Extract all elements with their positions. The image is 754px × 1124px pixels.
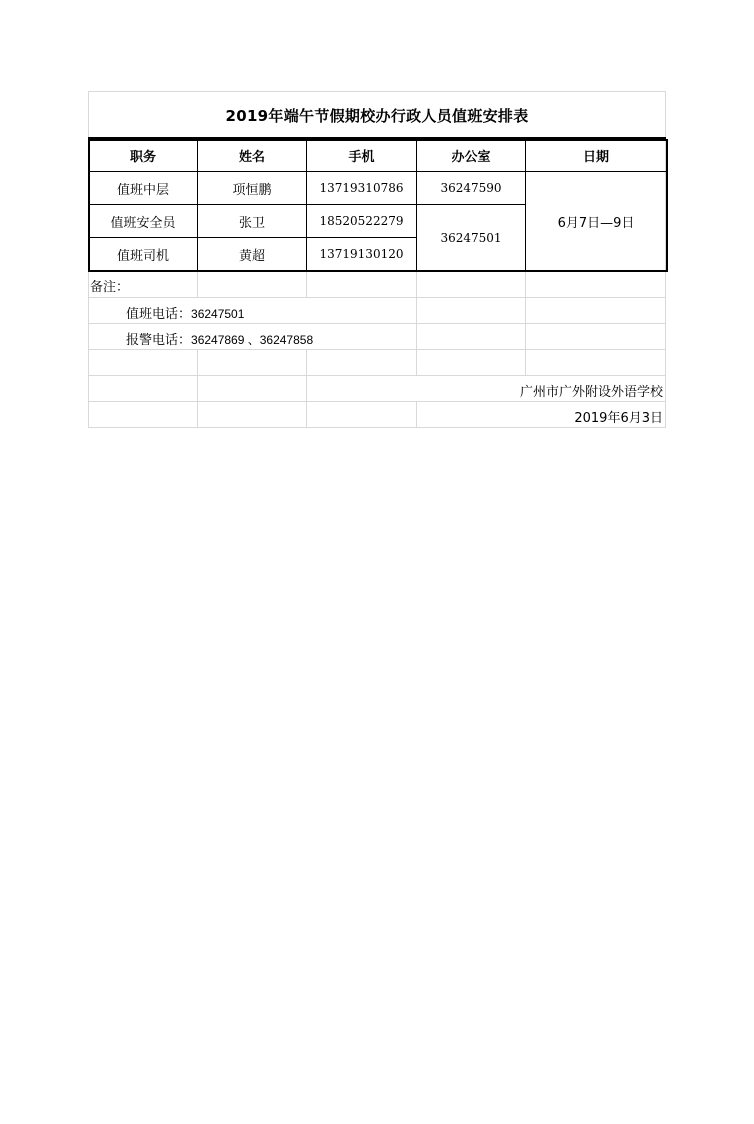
role-cell: 值班司机 [89, 238, 198, 271]
alarm-phone-label: 报警电话： [126, 333, 192, 348]
phone-cell: 18520522279 [307, 205, 417, 238]
duty-phone-line [126, 303, 244, 322]
date-range-cell: 6月7日—9日 [526, 172, 667, 271]
table-header-row [89, 140, 667, 172]
name-cell: 项恒鹏 [198, 172, 307, 205]
header-office: 办公室 [417, 140, 526, 172]
page-title: 2019年端午节假期校办行政人员值班安排表 [225, 106, 529, 125]
table-row [89, 172, 667, 205]
role-cell: 值班中层 [89, 172, 198, 205]
duty-phone-label: 值班电话： [126, 307, 192, 322]
duty-phone-value: 36247501 [191, 307, 245, 321]
header-date: 日期 [526, 140, 667, 172]
header-name: 姓名 [198, 140, 307, 172]
office-cell: 36247590 [417, 172, 526, 205]
header-role: 职务 [89, 140, 198, 172]
name-cell: 黄超 [198, 238, 307, 271]
issue-date: 2019年6月3日 [574, 411, 663, 426]
role-cell: 值班安全员 [89, 205, 198, 238]
notes-label: 备注： [90, 280, 130, 295]
header-phone: 手机 [307, 140, 417, 172]
alarm-phone-value: 36247869 、36247858 [191, 333, 314, 347]
school-name: 广州市广外附设外语学校 [519, 385, 663, 400]
office-cell: 36247501 [417, 205, 526, 271]
phone-cell: 13719130120 [307, 238, 417, 271]
alarm-phone-line [126, 329, 313, 348]
duty-table [88, 139, 667, 271]
name-cell: 张卫 [198, 205, 307, 238]
phone-cell: 13719310786 [307, 172, 417, 205]
